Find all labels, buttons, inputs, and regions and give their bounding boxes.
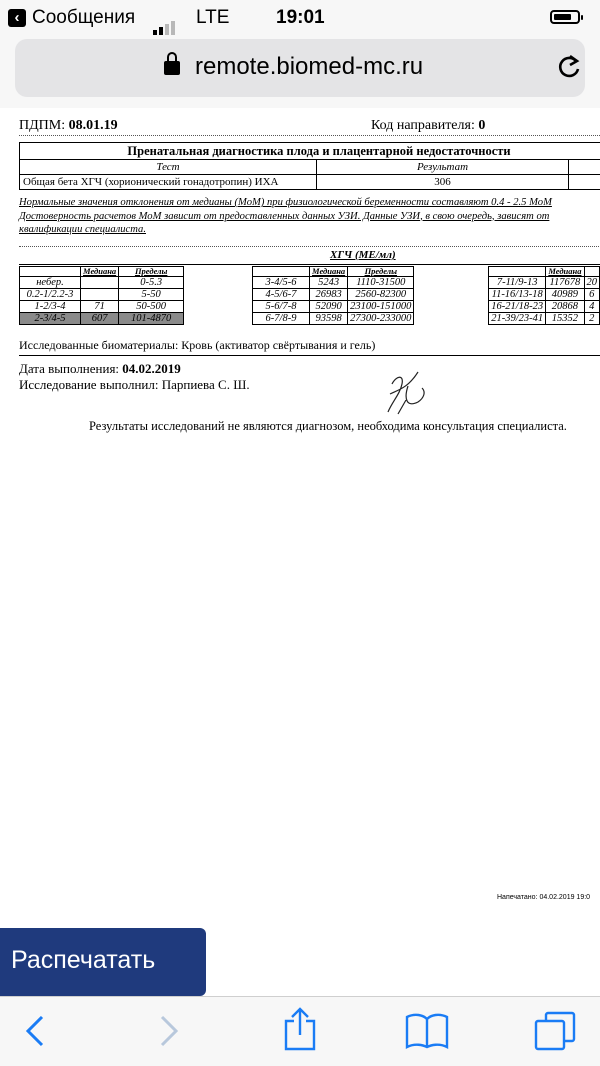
- hcg-head-median: Медиана: [81, 267, 119, 277]
- completion-date-value: 04.02.2019: [122, 361, 181, 376]
- address-url[interactable]: remote.biomed-mc.ru: [195, 53, 424, 80]
- hcg-head-limits: Пределы: [119, 267, 184, 277]
- divider: [19, 246, 600, 247]
- hcg-head-limits: Пределы: [348, 267, 414, 277]
- share-icon[interactable]: [284, 1007, 316, 1051]
- hcg-head-period: [20, 267, 81, 277]
- clipped-text-line: [20, 108, 600, 112]
- table-row-highlighted: 2-3/4-5 607 101-4870: [20, 313, 184, 325]
- signature: [378, 364, 434, 420]
- divider: [19, 355, 600, 356]
- pdpm-value: 08.01.19: [68, 118, 118, 133]
- test-result: 306: [317, 175, 569, 190]
- note-line: Нормальные значения отклонения от медианы (МоМ) при физиологической беременности составляют 0.4 - 2.5 МоМ: [19, 197, 552, 208]
- browser-bottom-toolbar: [0, 996, 600, 1066]
- pdpm-label: ПДПМ:: [19, 118, 66, 133]
- table-row: 3-4/5-6 5243 1110-31500: [253, 277, 414, 289]
- note-line: квалификации специалиста.: [19, 224, 146, 235]
- column-header-result: Результат: [317, 160, 569, 175]
- reload-icon[interactable]: [555, 52, 583, 82]
- lock-icon: [164, 61, 180, 75]
- book-icon[interactable]: [405, 1013, 449, 1049]
- hcg-reference-table-1: [19, 266, 184, 325]
- test-extra: [569, 175, 600, 190]
- print-button[interactable]: Распечатать: [0, 928, 206, 996]
- test-name: Общая бета ХГЧ (хорионический гонадотропин) ИХА: [20, 175, 317, 190]
- completion-date-label: Дата выполнения:: [19, 361, 120, 376]
- section-title: Пренатальная диагностика плода и плацентарной недостаточности: [20, 143, 600, 160]
- table-row: 6-7/8-9 93598 27300-233000: [253, 313, 414, 325]
- back-to-app-label[interactable]: Сообщения: [32, 7, 136, 28]
- printed-timestamp: Напечатано: 04.02.2019 19:0: [497, 894, 591, 901]
- hcg-reference-table-3: [488, 266, 600, 325]
- chevron-right-icon[interactable]: [158, 1013, 180, 1049]
- divider: [19, 264, 600, 265]
- hcg-head-period: [489, 267, 546, 277]
- pdpm-field: [19, 118, 118, 134]
- browser-toolbar: [0, 36, 600, 108]
- hcg-head-median: Медиана: [546, 267, 584, 277]
- column-header-extra: [569, 160, 600, 175]
- lab-report-page: [0, 108, 600, 918]
- table-row: 5-6/7-8 52090 23100-151000: [253, 301, 414, 313]
- table-row: 21-39/23-41 15352 2: [489, 313, 600, 325]
- referrer-code-field: [371, 118, 485, 134]
- tabs-icon[interactable]: [534, 1011, 576, 1051]
- table-row: 11-16/13-18 40989 6: [489, 289, 600, 301]
- table-row: 7-11/9-13 117678 20: [489, 277, 600, 289]
- referrer-code-label: Код направителя:: [371, 118, 475, 133]
- back-to-app-icon[interactable]: ‹: [8, 9, 26, 27]
- network-type: LTE: [196, 7, 230, 28]
- table-row: 1-2/3-4 71 50-500: [20, 301, 184, 313]
- hcg-head-period: [253, 267, 310, 277]
- status-time: 19:01: [276, 7, 325, 28]
- performer: Исследование выполнил: Парпиева С. Ш.: [19, 377, 250, 392]
- disclaimer: Результаты исследований не являются диагнозом, необходима консультация специалиста.: [89, 419, 567, 433]
- address-bar[interactable]: [15, 39, 585, 97]
- hcg-head-limits: [584, 267, 600, 277]
- referrer-code-value: 0: [478, 118, 486, 133]
- divider: [19, 135, 600, 136]
- note-line: Достоверность расчетов МоМ зависит от предоставленных данных УЗИ. Данные УЗИ, в свою очередь, зависят от: [19, 210, 550, 222]
- table-row: 0.2-1/2.2-3 5-50: [20, 289, 184, 301]
- battery-icon: [550, 10, 580, 24]
- hcg-title: ХГЧ (МЕ/мл): [330, 249, 396, 261]
- results-table: [19, 142, 600, 190]
- completion-date: [19, 361, 181, 377]
- chevron-left-icon[interactable]: [24, 1013, 46, 1049]
- mom-note: [19, 196, 600, 237]
- signal-strength-icon: [153, 13, 177, 35]
- table-row: 16-21/18-23 20868 4: [489, 301, 600, 313]
- hcg-head-median: Медиана: [310, 267, 348, 277]
- column-header-test: Тест: [20, 160, 317, 175]
- table-row: небер. 0-5.3: [20, 277, 184, 289]
- status-bar: [0, 0, 600, 36]
- hcg-reference-table-2: [252, 266, 414, 325]
- biomaterials: Исследованные биоматериалы: Кровь (активатор свёртывания и гель): [19, 338, 376, 352]
- table-row: 4-5/6-7 26983 2560-82300: [253, 289, 414, 301]
